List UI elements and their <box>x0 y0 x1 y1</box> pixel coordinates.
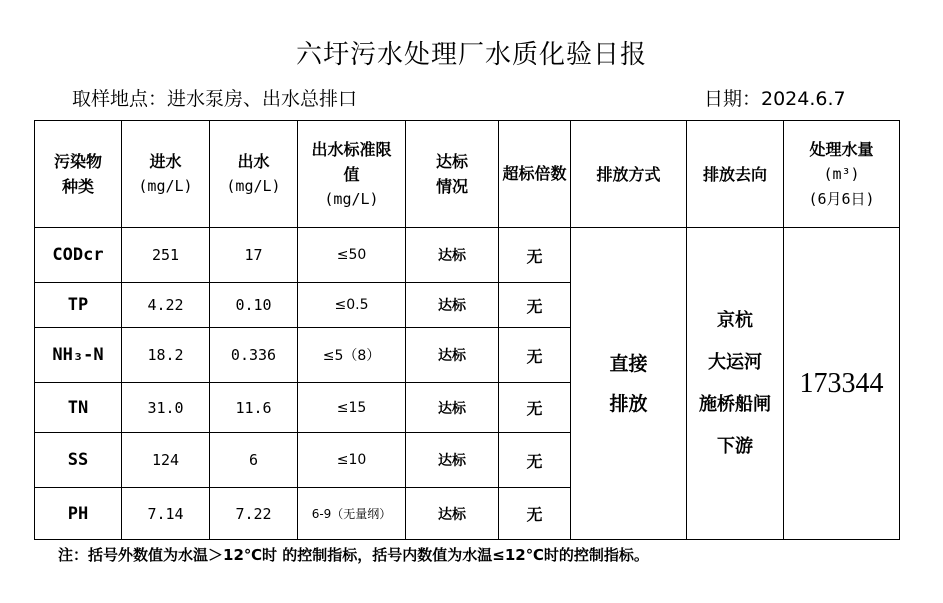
influent-cell: 4.22 <box>122 283 210 328</box>
table-row <box>35 228 900 283</box>
header-discharge: 排放方式 <box>571 121 687 228</box>
volume-cell: 173344 <box>784 228 900 540</box>
status-cell: 达标 <box>406 328 499 383</box>
pollutant-cell: PH <box>35 488 122 540</box>
influent-cell: 18.2 <box>122 328 210 383</box>
limit-cell: ≤5（8） <box>298 328 406 383</box>
destination-cell: 京杭 大运河 施桥船闸 下游 <box>687 228 784 540</box>
header-volume: 处理水量 (m³) (6月6日) <box>784 121 900 228</box>
header-influent: 进水 (mg/L) <box>122 121 210 228</box>
water-quality-table <box>34 120 900 540</box>
limit-cell: ≤15 <box>298 383 406 433</box>
status-cell: 达标 <box>406 383 499 433</box>
header-pollutant: 污染物种类 <box>35 121 122 228</box>
limit-cell: ≤0.5 <box>298 283 406 328</box>
effluent-cell: 7.22 <box>210 488 298 540</box>
status-cell: 达标 <box>406 488 499 540</box>
pollutant-cell: NH₃-N <box>35 328 122 383</box>
exceed-cell: 无 <box>499 433 571 488</box>
effluent-cell: 17 <box>210 228 298 283</box>
pollutant-cell: CODcr <box>35 228 122 283</box>
influent-cell: 124 <box>122 433 210 488</box>
header-row <box>35 121 900 228</box>
header-status: 达标情况 <box>406 121 499 228</box>
report-title: 六圩污水处理厂水质化验日报 <box>295 40 647 70</box>
exceed-cell: 无 <box>499 228 571 283</box>
limit-cell: ≤50 <box>298 228 406 283</box>
effluent-cell: 11.6 <box>210 383 298 433</box>
influent-cell: 251 <box>122 228 210 283</box>
exceed-cell: 无 <box>499 383 571 433</box>
influent-cell: 31.0 <box>122 383 210 433</box>
status-cell: 达标 <box>406 283 499 328</box>
header-exceed: 超标倍数 <box>499 121 571 228</box>
influent-cell: 7.14 <box>122 488 210 540</box>
status-cell: 达标 <box>406 228 499 283</box>
pollutant-cell: SS <box>35 433 122 488</box>
report-date: 日期：2024.6.7 <box>704 88 846 110</box>
effluent-cell: 6 <box>210 433 298 488</box>
sampling-location: 取样地点：进水泵房、出水总排口 <box>72 88 358 110</box>
effluent-cell: 0.336 <box>210 328 298 383</box>
pollutant-cell: TP <box>35 283 122 328</box>
header-limit: 出水标准限值 (mg/L) <box>298 121 406 228</box>
footnote: 注：括号外数值为水温＞12℃时 的控制指标，括号内数值为水温≤12℃时的控制指标。 <box>58 546 649 564</box>
header-effluent: 出水 (mg/L) <box>210 121 298 228</box>
header-destination: 排放去向 <box>687 121 784 228</box>
exceed-cell: 无 <box>499 328 571 383</box>
effluent-cell: 0.10 <box>210 283 298 328</box>
status-cell: 达标 <box>406 433 499 488</box>
exceed-cell: 无 <box>499 283 571 328</box>
exceed-cell: 无 <box>499 488 571 540</box>
limit-cell: ≤10 <box>298 433 406 488</box>
pollutant-cell: TN <box>35 383 122 433</box>
limit-cell: 6-9（无量纲） <box>298 488 406 540</box>
discharge-method-cell: 直接 排放 <box>571 228 687 540</box>
